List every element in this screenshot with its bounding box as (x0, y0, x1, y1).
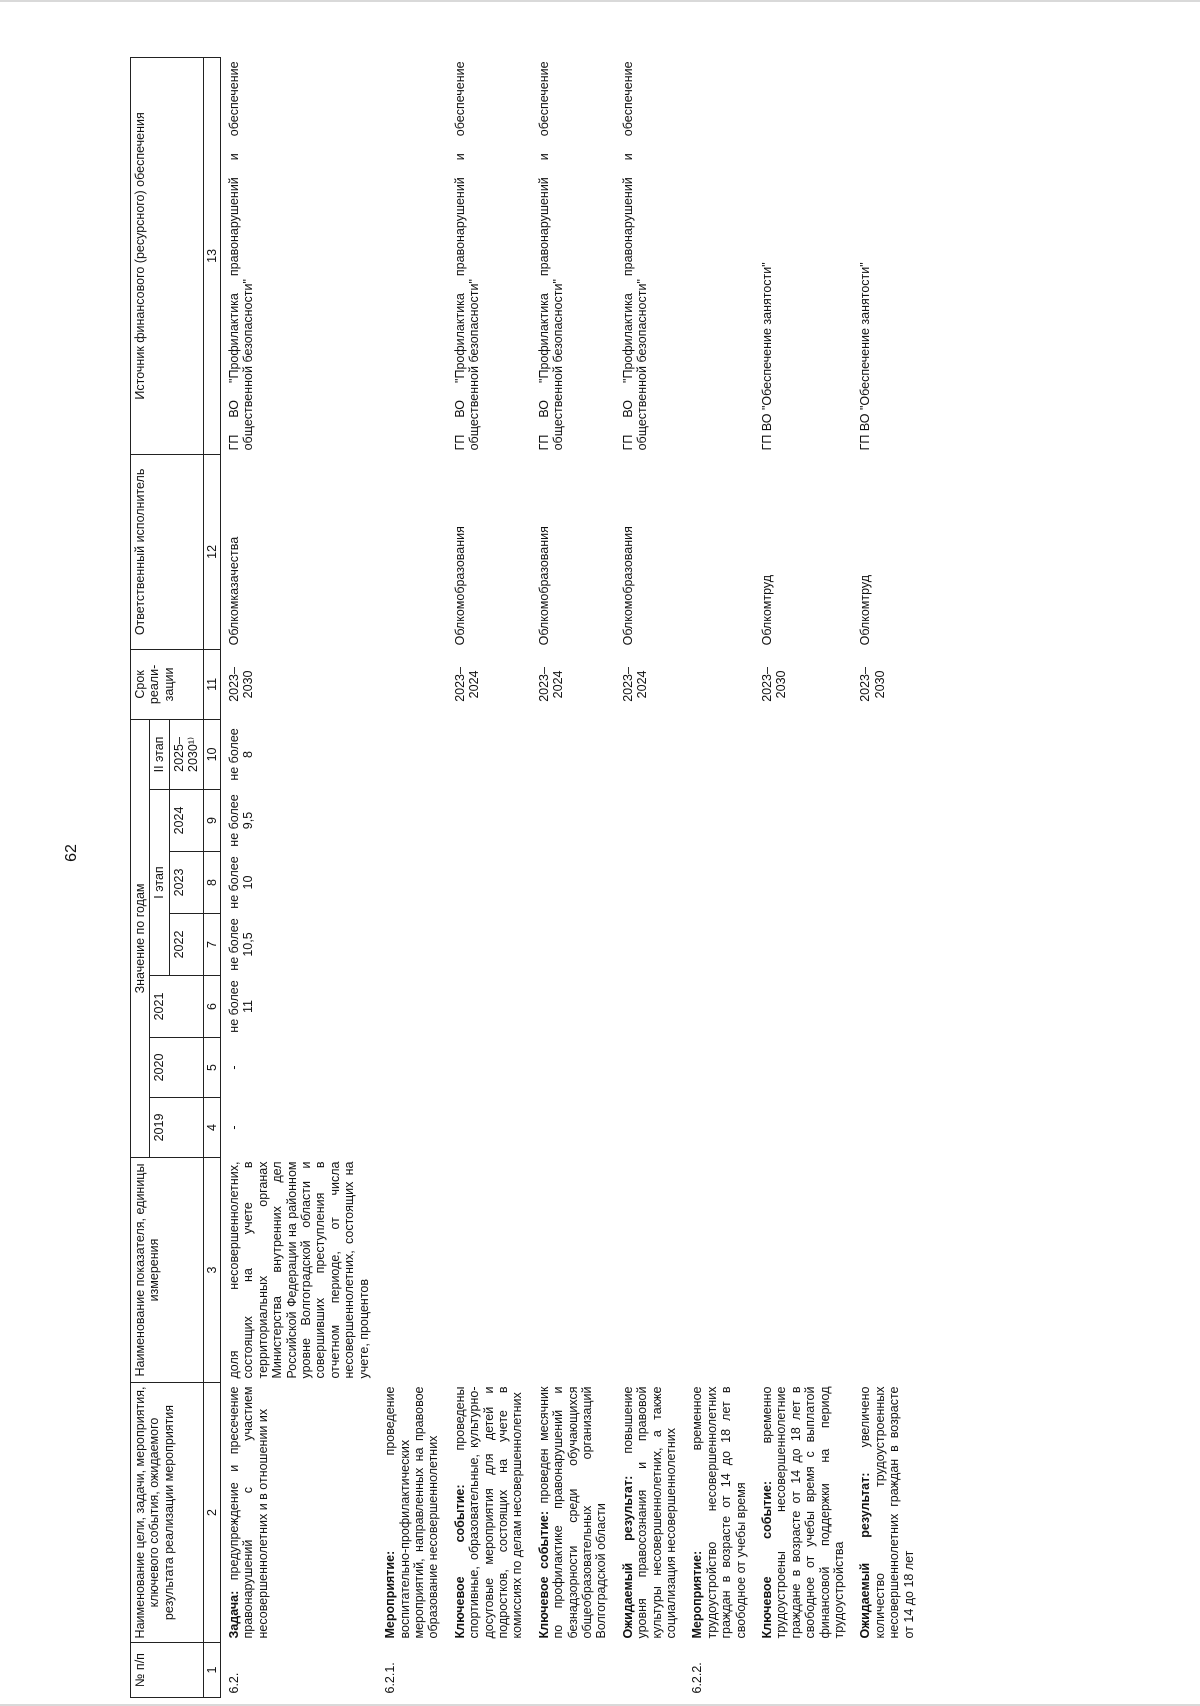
responsible-cell: Облкомобразования (452, 526, 467, 646)
row-label: Ожидаемый результат: (620, 1475, 635, 1639)
row-label: Задача: (227, 1590, 242, 1639)
source-cell: ГП ВО "Профилактика правонарушений и обеспечение общественной безопасности" (452, 61, 482, 451)
row-label: Ключевое событие: (760, 1480, 775, 1639)
value-2019: - (227, 1125, 242, 1130)
source-cell: ГП ВО "Обеспечение занятости" (858, 262, 873, 451)
rotated-table-wrapper (130, 58, 1200, 1698)
table-row (615, 57, 685, 1697)
col-number-5: 5 (203, 1038, 220, 1098)
row-number: 6.2.2. (690, 1662, 705, 1694)
header-source: Источник финансового (ресурсного) обеспечения (131, 57, 204, 454)
term-cell: 2023–2024 (452, 667, 482, 702)
row-label: Ключевое событие: (536, 1510, 551, 1639)
value-2021: не более 11 (227, 980, 256, 1033)
expected-result-cell (615, 1383, 685, 1643)
header-indicator: Наименование показателя, единицы измерения (131, 1158, 204, 1383)
col-number-12: 12 (203, 454, 220, 649)
row-text: повышение уровня правосознания и правовой культуры несовершеннолетних, а также социализация несовершеннолетних (620, 1386, 678, 1639)
term-cell: 2023–2024 (620, 667, 650, 702)
row-text: предупреждение и пресечение правонарушений с участием несовершеннолетних и в отношении их (227, 1386, 270, 1639)
row-label: Мероприятие: (690, 1550, 705, 1639)
row-label: Ключевое событие: (452, 1484, 467, 1639)
expected-result-cell (852, 1383, 922, 1643)
col-number-1: 1 (203, 1643, 220, 1698)
row-text: проведены спортивные, образовательные, культурно-досуговые мероприятия для детей и подростков, состоящих на учете в комиссиях по делам несовершеннолетних (452, 1386, 525, 1639)
table-row (754, 57, 852, 1697)
table-row (221, 57, 378, 1697)
table-row (684, 57, 754, 1697)
row-text: проведен месячник по профилактике правонарушений и безнадзорности среди обучающихся общеобразовательных организаций Волгоградской области (536, 1386, 609, 1639)
value-2025-2030: не более 8 (227, 728, 256, 781)
page-number: 62 (63, 844, 80, 862)
col-number-6: 6 (203, 976, 220, 1038)
row-text: проведение воспитательно-профилактических мероприятий, направленных на правовое образование несовершеннолетних (383, 1386, 441, 1639)
responsible-cell: Облкомтруд (858, 574, 873, 646)
value-2024: не более 9,5 (227, 794, 256, 847)
responsible-cell: Облкомказачества (227, 536, 242, 646)
responsible-cell: Облкомобразования (620, 526, 635, 646)
value-2023: не более 10 (227, 856, 256, 909)
term-cell: 2023–2030 (760, 667, 789, 702)
col-number-13: 13 (203, 57, 220, 454)
term-cell: 2023–2024 (536, 667, 566, 702)
program-table (130, 57, 922, 1698)
header-year-2025-2030: 2025–2030¹⁾ (169, 719, 203, 789)
task-cell (221, 1383, 378, 1643)
col-number-9: 9 (203, 790, 220, 852)
col-number-8: 8 (203, 852, 220, 914)
responsible-cell: Облкомобразования (536, 526, 551, 646)
header-name: Наименование цели, задачи, мероприятия, ключевого события, ожидаемого результата реализации мероприятия (131, 1383, 204, 1643)
header-year-2023: 2023 (169, 852, 203, 914)
term-cell: 2023–2030 (858, 667, 887, 702)
responsible-cell: Облкомтруд (760, 574, 775, 646)
header-year-2019: 2019 (150, 1098, 203, 1158)
term-cell: 2023–2030 (227, 667, 256, 702)
row-text: временно трудоустроены несовершеннолетние граждане в возрасте от 14 до 18 лет в свободное от учебы время с выплатой финансовой поддержки на период трудоустройства (760, 1386, 847, 1639)
key-event-cell (754, 1383, 852, 1643)
value-2022: не более 10,5 (227, 918, 256, 971)
source-cell: ГП ВО "Профилактика правонарушений и обеспечение общественной безопасности" (227, 61, 256, 451)
col-number-2: 2 (203, 1383, 220, 1643)
source-cell: ГП ВО "Профилактика правонарушений и обеспечение общественной безопасности" (536, 61, 566, 451)
header-year-2022: 2022 (169, 914, 203, 976)
header-year-2020: 2020 (150, 1038, 203, 1098)
source-cell: ГП ВО "Профилактика правонарушений и обеспечение общественной безопасности" (620, 61, 650, 451)
row-label: Мероприятие: (383, 1550, 398, 1639)
row-label: Ожидаемый результат: (858, 1472, 873, 1639)
indicator-cell: доля несовершеннолетних, состоящих на учете в территориальных органах Министерства внутренних дел Российской Федерации на районном уровне Волгоградской области и совершивших преступления в отчетном периоде, от числа несовершеннолетних, состоящих на учете, процентов (227, 1161, 371, 1379)
table-row (447, 57, 531, 1697)
col-number-3: 3 (203, 1158, 220, 1383)
header-stage-2: II этап (150, 719, 169, 789)
header-num: № п/п (131, 1643, 204, 1698)
col-number-11: 11 (203, 649, 220, 719)
source-cell: ГП ВО "Обеспечение занятости" (760, 262, 775, 451)
col-number-10: 10 (203, 719, 220, 789)
header-term: Срок реали-зации (131, 649, 204, 719)
header-values-group: Значение по годам (131, 719, 150, 1157)
key-event-cell (447, 1383, 531, 1643)
row-text: временное трудоустройство несовершеннолетних граждан в возрасте от 14 до 18 лет в свободное от учебы время (690, 1386, 748, 1639)
measure-cell (684, 1383, 754, 1643)
value-2020: - (227, 1065, 242, 1070)
row-number: 6.2.1. (383, 1662, 398, 1694)
row-number: 6.2. (227, 1672, 242, 1694)
table-row (852, 57, 922, 1697)
header-responsible: Ответственный исполнитель (131, 454, 204, 649)
scan-edge-top (0, 0, 1200, 2)
table-row (531, 57, 615, 1697)
key-event-cell (531, 1383, 615, 1643)
header-year-2024: 2024 (169, 790, 203, 852)
measure-cell (377, 1383, 447, 1643)
header-year-2021: 2021 (150, 976, 203, 1038)
col-number-4: 4 (203, 1098, 220, 1158)
col-number-7: 7 (203, 914, 220, 976)
table-row (377, 57, 447, 1697)
header-stage-1: I этап (150, 790, 169, 976)
row-text: увеличено количество трудоустроенных несовершеннолетних граждан в возрасте от 14 до 18 лет (858, 1386, 916, 1639)
